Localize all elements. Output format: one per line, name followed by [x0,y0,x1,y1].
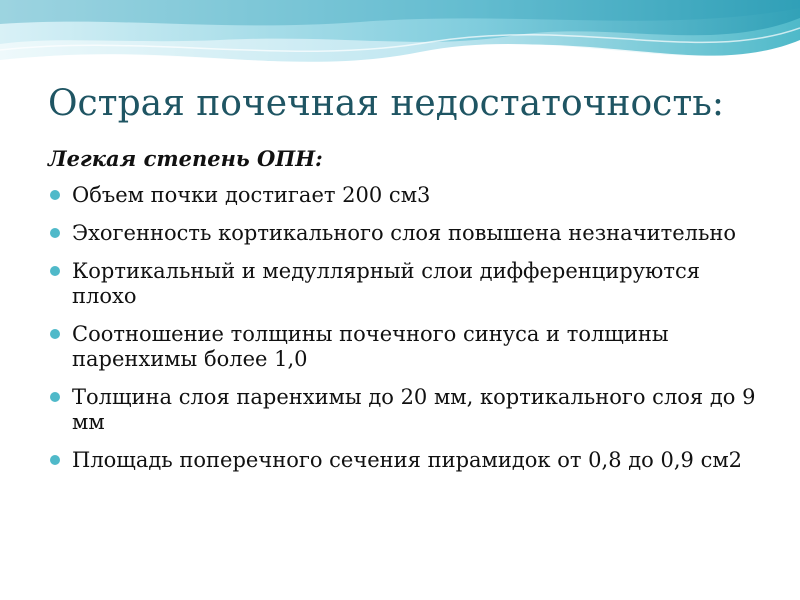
bullet-text: Площадь поперечного сечения пирамидок от 0,8 до 0,9 см2 [72,448,743,472]
bullet-dot-icon [50,329,60,339]
bullet-item [48,385,768,435]
bullet-item [48,448,768,473]
bullet-list [48,183,768,473]
bullet-item [48,183,768,208]
bullet-text: Соотношение толщины почечного синуса и толщины паренхимы более 1,0 [72,322,669,371]
bullet-item [48,322,768,372]
bullet-dot-icon [50,190,60,200]
bullet-item [48,221,768,246]
bullet-dot-icon [50,266,60,276]
bullet-text: Объем почки достигает 200 см3 [72,183,431,207]
bullet-dot-icon [50,392,60,402]
bullet-text: Кортикальный и медуллярный слои дифференцируются плохо [72,259,700,308]
subheading: Легкая степень ОПН: [48,146,323,171]
bullet-text: Эхогенность кортикального слоя повышена незначительно [72,221,737,245]
bullet-text: Толщина слоя паренхимы до 20 мм, кортикального слоя до 9 мм [72,385,756,434]
header-wave-decoration [0,0,800,92]
slide-title: Острая почечная недостаточность: [48,83,724,124]
bullet-dot-icon [50,455,60,465]
slide-body [48,146,768,486]
bullet-dot-icon [50,228,60,238]
bullet-item [48,259,768,309]
